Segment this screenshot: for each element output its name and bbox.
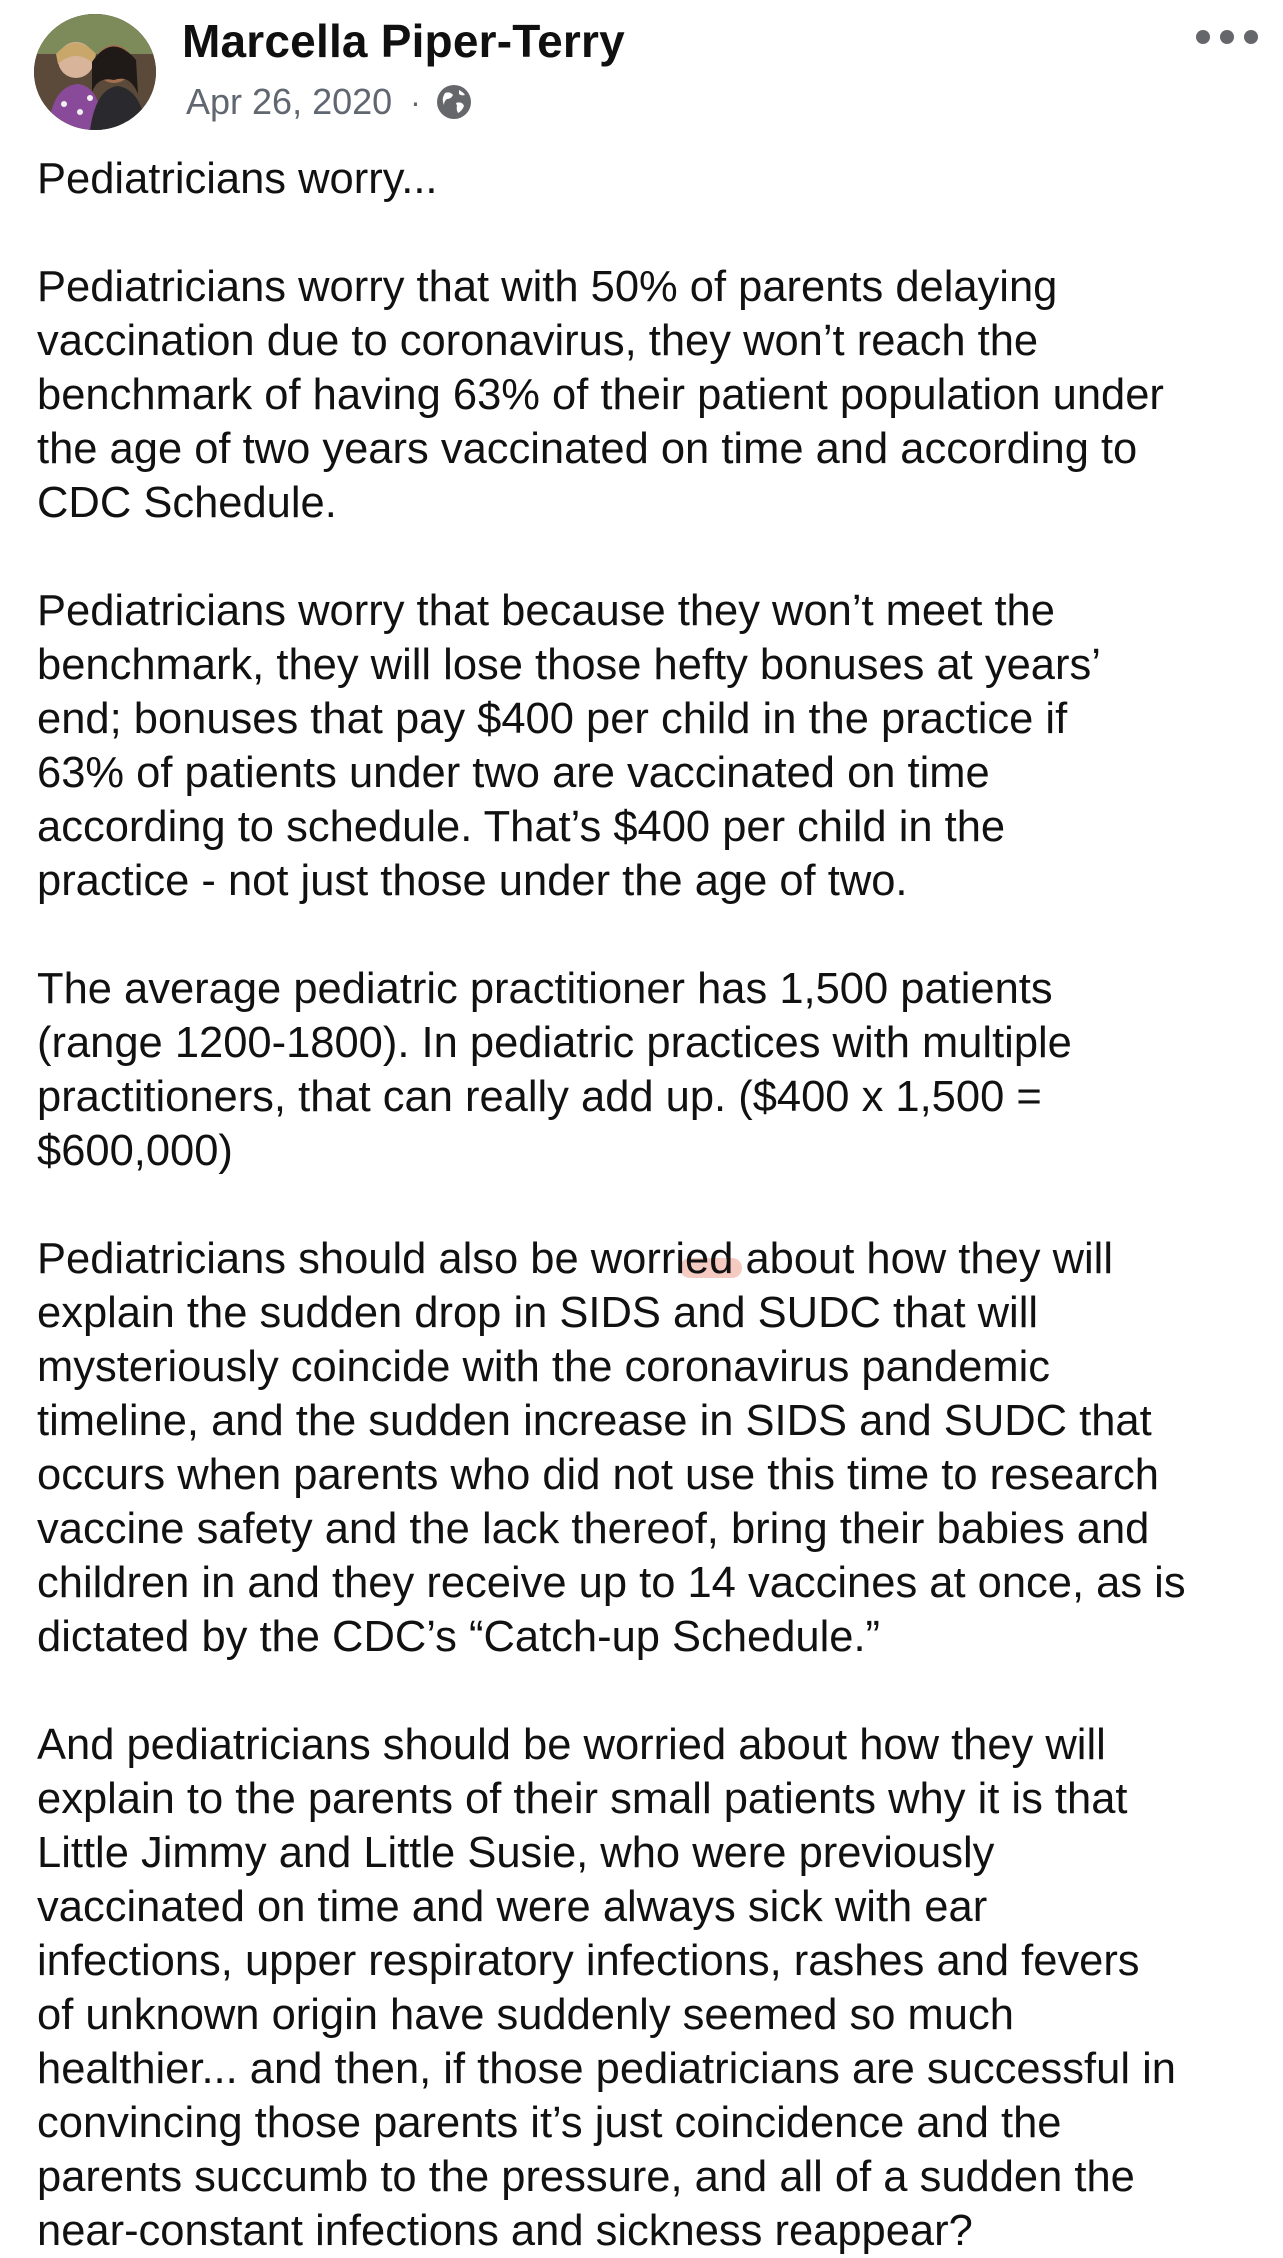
more-options-button[interactable] xyxy=(1196,22,1258,52)
more-options-icon xyxy=(1220,30,1234,44)
post-meta xyxy=(182,74,473,130)
meta-separator: · xyxy=(410,83,421,120)
post-paragraph: The average pediatric practitioner has 1,500 patients (range 1200-1800). In pediatric practices with multiple practitioners, that can really add up. ($400 x 1,500 = $600,000) xyxy=(37,965,1072,1175)
post-date[interactable]: Apr 26, 2020 xyxy=(182,81,396,123)
more-options-icon xyxy=(1196,30,1210,44)
author-avatar[interactable] xyxy=(34,14,156,130)
post-paragraph: Pediatricians should also be worried about how they will explain the sudden drop in SIDS and SUDC that will mysteriously coincide with the coronavirus pandemic timeline, and the sudden increase in SIDS and SUDC that occurs when parents who did not use this time to research vaccine safety and the lack thereof, bring their babies and children in and they receive up to 14 vaccines at once, as is dictated by the CDC’s “Catch-up Schedule.” xyxy=(37,1235,1186,1661)
more-options-icon xyxy=(1244,30,1258,44)
avatar-photo xyxy=(34,14,156,130)
post-paragraph: Pediatricians worry... xyxy=(37,155,438,203)
globe-icon xyxy=(435,83,473,121)
post-paragraph: Pediatricians worry that because they won’t meet the benchmark, they will lose those hefty bonuses at years’ end; bonuses that pay $400 per child in the practice if 63% of patients under two are vaccinated on time according to schedule. That’s $400 per child in the practice - not just those under the age of two. xyxy=(37,587,1101,905)
post-header xyxy=(0,0,1283,150)
post-paragraph: And pediatricians should be worried about how they will explain to the parents of their small patients why it is that Little Jimmy and Little Susie, who were previously vaccinated on time and were always sick with ear infections, upper respiratory infections, rashes and fevers of unknown origin have suddenly seemed so much healthier... and then, if those pediatricians are successful in convincing those parents it’s just coincidence and the parents succumb to the pressure, and all of a sudden the near-constant infections and sickness reappear? xyxy=(37,1721,1176,2255)
post-paragraph: Pediatricians worry that with 50% of parents delaying vaccination due to coronavirus, they won’t reach the benchmark of having 63% of their patient population under the age of two years vaccinated on time and according to CDC Schedule. xyxy=(37,263,1164,527)
post-body xyxy=(37,152,1269,2258)
author-name[interactable]: Marcella Piper-Terry xyxy=(182,15,625,67)
